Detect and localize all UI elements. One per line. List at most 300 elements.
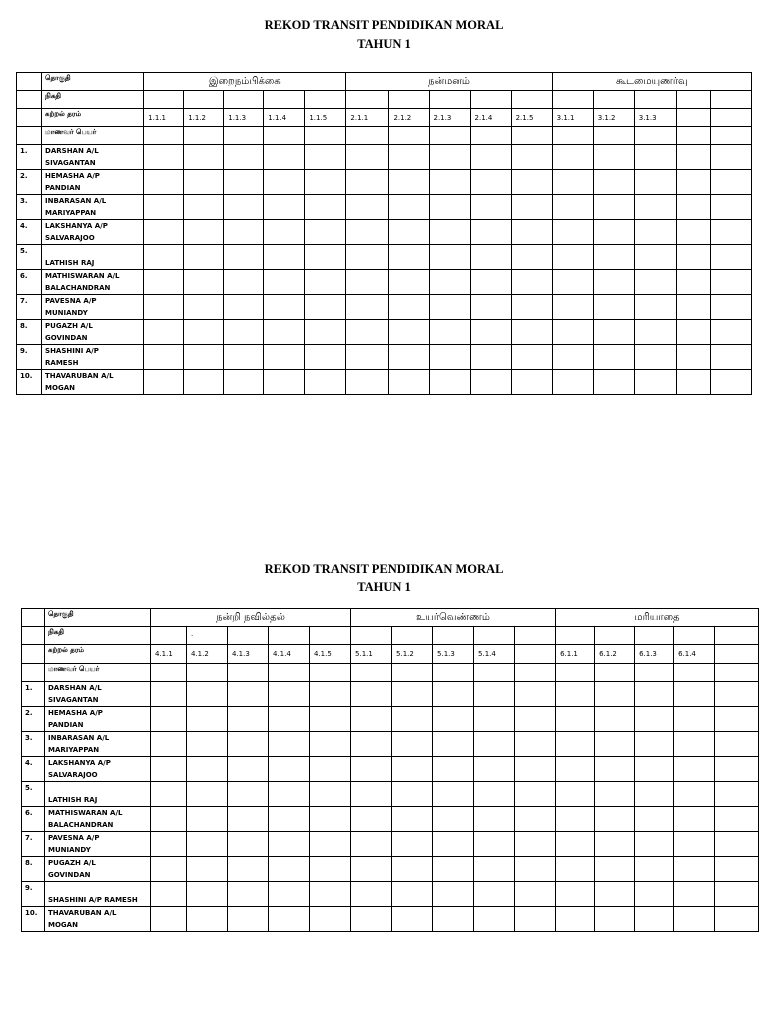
mark-cell[interactable] <box>593 270 634 295</box>
mark-cell[interactable] <box>556 907 595 932</box>
mark-cell[interactable] <box>228 832 269 857</box>
mark-cell[interactable] <box>224 195 264 220</box>
mark-cell[interactable] <box>269 882 310 907</box>
mark-cell[interactable] <box>429 370 470 395</box>
mark-cell[interactable] <box>184 295 224 320</box>
mark-cell[interactable] <box>474 882 515 907</box>
mark-cell[interactable] <box>392 782 433 807</box>
mark-cell[interactable] <box>228 757 269 782</box>
mark-cell[interactable] <box>310 882 351 907</box>
mark-cell[interactable] <box>224 220 264 245</box>
mark-cell[interactable] <box>269 782 310 807</box>
mark-cell[interactable] <box>305 145 346 170</box>
mark-cell[interactable] <box>676 320 710 345</box>
mark-cell[interactable] <box>305 270 346 295</box>
mark-cell[interactable] <box>228 682 269 707</box>
mark-cell[interactable] <box>429 245 470 270</box>
mark-cell[interactable] <box>674 882 715 907</box>
mark-cell[interactable] <box>151 682 187 707</box>
mark-cell[interactable] <box>715 857 759 882</box>
mark-cell[interactable] <box>433 857 474 882</box>
mark-cell[interactable] <box>389 270 429 295</box>
mark-cell[interactable] <box>593 345 634 370</box>
mark-cell[interactable] <box>305 245 346 270</box>
mark-cell[interactable] <box>474 857 515 882</box>
mark-cell[interactable] <box>515 807 556 832</box>
mark-cell[interactable] <box>144 295 184 320</box>
mark-cell[interactable] <box>715 682 759 707</box>
mark-cell[interactable] <box>593 370 634 395</box>
mark-cell[interactable] <box>470 320 511 345</box>
mark-cell[interactable] <box>264 245 305 270</box>
mark-cell[interactable] <box>433 907 474 932</box>
mark-cell[interactable] <box>224 345 264 370</box>
mark-cell[interactable] <box>676 370 710 395</box>
mark-cell[interactable] <box>310 732 351 757</box>
mark-cell[interactable] <box>269 757 310 782</box>
mark-cell[interactable] <box>715 807 759 832</box>
mark-cell[interactable] <box>392 907 433 932</box>
mark-cell[interactable] <box>556 782 595 807</box>
mark-cell[interactable] <box>710 320 751 345</box>
mark-cell[interactable] <box>144 345 184 370</box>
mark-cell[interactable] <box>556 732 595 757</box>
mark-cell[interactable] <box>187 807 228 832</box>
mark-cell[interactable] <box>184 245 224 270</box>
mark-cell[interactable] <box>593 220 634 245</box>
mark-cell[interactable] <box>515 732 556 757</box>
mark-cell[interactable] <box>305 295 346 320</box>
mark-cell[interactable] <box>187 882 228 907</box>
mark-cell[interactable] <box>552 320 593 345</box>
mark-cell[interactable] <box>710 195 751 220</box>
mark-cell[interactable] <box>635 757 674 782</box>
mark-cell[interactable] <box>433 682 474 707</box>
mark-cell[interactable] <box>593 195 634 220</box>
mark-cell[interactable] <box>184 345 224 370</box>
mark-cell[interactable] <box>674 782 715 807</box>
mark-cell[interactable] <box>184 220 224 245</box>
mark-cell[interactable] <box>635 707 674 732</box>
mark-cell[interactable] <box>474 682 515 707</box>
mark-cell[interactable] <box>389 195 429 220</box>
mark-cell[interactable] <box>346 195 389 220</box>
mark-cell[interactable] <box>264 295 305 320</box>
mark-cell[interactable] <box>187 857 228 882</box>
mark-cell[interactable] <box>346 370 389 395</box>
mark-cell[interactable] <box>351 857 392 882</box>
mark-cell[interactable] <box>593 295 634 320</box>
mark-cell[interactable] <box>515 882 556 907</box>
mark-cell[interactable] <box>634 220 676 245</box>
mark-cell[interactable] <box>515 857 556 882</box>
mark-cell[interactable] <box>593 320 634 345</box>
mark-cell[interactable] <box>184 170 224 195</box>
mark-cell[interactable] <box>710 270 751 295</box>
mark-cell[interactable] <box>635 907 674 932</box>
mark-cell[interactable] <box>429 145 470 170</box>
mark-cell[interactable] <box>264 170 305 195</box>
mark-cell[interactable] <box>269 907 310 932</box>
mark-cell[interactable] <box>676 145 710 170</box>
mark-cell[interactable] <box>228 882 269 907</box>
mark-cell[interactable] <box>187 782 228 807</box>
mark-cell[interactable] <box>305 370 346 395</box>
mark-cell[interactable] <box>310 682 351 707</box>
mark-cell[interactable] <box>474 707 515 732</box>
mark-cell[interactable] <box>389 345 429 370</box>
mark-cell[interactable] <box>634 170 676 195</box>
mark-cell[interactable] <box>224 370 264 395</box>
mark-cell[interactable] <box>634 145 676 170</box>
mark-cell[interactable] <box>187 907 228 932</box>
mark-cell[interactable] <box>515 682 556 707</box>
mark-cell[interactable] <box>151 857 187 882</box>
mark-cell[interactable] <box>552 195 593 220</box>
mark-cell[interactable] <box>474 832 515 857</box>
mark-cell[interactable] <box>470 270 511 295</box>
mark-cell[interactable] <box>511 245 552 270</box>
mark-cell[interactable] <box>429 170 470 195</box>
mark-cell[interactable] <box>552 145 593 170</box>
mark-cell[interactable] <box>429 295 470 320</box>
mark-cell[interactable] <box>474 782 515 807</box>
mark-cell[interactable] <box>515 782 556 807</box>
mark-cell[interactable] <box>224 245 264 270</box>
mark-cell[interactable] <box>634 195 676 220</box>
mark-cell[interactable] <box>474 807 515 832</box>
mark-cell[interactable] <box>433 782 474 807</box>
mark-cell[interactable] <box>264 270 305 295</box>
mark-cell[interactable] <box>187 682 228 707</box>
mark-cell[interactable] <box>556 682 595 707</box>
mark-cell[interactable] <box>351 757 392 782</box>
mark-cell[interactable] <box>715 707 759 732</box>
mark-cell[interactable] <box>151 807 187 832</box>
mark-cell[interactable] <box>635 857 674 882</box>
mark-cell[interactable] <box>552 270 593 295</box>
mark-cell[interactable] <box>710 295 751 320</box>
mark-cell[interactable] <box>269 732 310 757</box>
mark-cell[interactable] <box>392 857 433 882</box>
mark-cell[interactable] <box>184 270 224 295</box>
mark-cell[interactable] <box>305 170 346 195</box>
mark-cell[interactable] <box>474 907 515 932</box>
mark-cell[interactable] <box>511 295 552 320</box>
mark-cell[interactable] <box>674 682 715 707</box>
mark-cell[interactable] <box>715 757 759 782</box>
mark-cell[interactable] <box>310 857 351 882</box>
mark-cell[interactable] <box>674 907 715 932</box>
mark-cell[interactable] <box>593 245 634 270</box>
mark-cell[interactable] <box>351 907 392 932</box>
mark-cell[interactable] <box>389 145 429 170</box>
mark-cell[interactable] <box>635 782 674 807</box>
mark-cell[interactable] <box>511 345 552 370</box>
mark-cell[interactable] <box>187 707 228 732</box>
mark-cell[interactable] <box>634 320 676 345</box>
mark-cell[interactable] <box>595 757 635 782</box>
mark-cell[interactable] <box>674 807 715 832</box>
mark-cell[interactable] <box>715 782 759 807</box>
mark-cell[interactable] <box>310 757 351 782</box>
mark-cell[interactable] <box>676 270 710 295</box>
mark-cell[interactable] <box>433 832 474 857</box>
mark-cell[interactable] <box>144 195 184 220</box>
mark-cell[interactable] <box>710 145 751 170</box>
mark-cell[interactable] <box>346 295 389 320</box>
mark-cell[interactable] <box>310 832 351 857</box>
mark-cell[interactable] <box>151 832 187 857</box>
mark-cell[interactable] <box>634 370 676 395</box>
mark-cell[interactable] <box>470 220 511 245</box>
mark-cell[interactable] <box>389 370 429 395</box>
mark-cell[interactable] <box>715 907 759 932</box>
mark-cell[interactable] <box>184 370 224 395</box>
mark-cell[interactable] <box>187 832 228 857</box>
mark-cell[interactable] <box>676 345 710 370</box>
mark-cell[interactable] <box>635 882 674 907</box>
mark-cell[interactable] <box>710 370 751 395</box>
mark-cell[interactable] <box>228 907 269 932</box>
mark-cell[interactable] <box>552 345 593 370</box>
mark-cell[interactable] <box>433 807 474 832</box>
mark-cell[interactable] <box>269 832 310 857</box>
mark-cell[interactable] <box>515 832 556 857</box>
mark-cell[interactable] <box>346 220 389 245</box>
mark-cell[interactable] <box>224 270 264 295</box>
mark-cell[interactable] <box>144 170 184 195</box>
mark-cell[interactable] <box>674 707 715 732</box>
mark-cell[interactable] <box>556 757 595 782</box>
mark-cell[interactable] <box>552 295 593 320</box>
mark-cell[interactable] <box>710 245 751 270</box>
mark-cell[interactable] <box>144 220 184 245</box>
mark-cell[interactable] <box>595 882 635 907</box>
mark-cell[interactable] <box>269 707 310 732</box>
mark-cell[interactable] <box>429 195 470 220</box>
mark-cell[interactable] <box>228 732 269 757</box>
mark-cell[interactable] <box>470 170 511 195</box>
mark-cell[interactable] <box>346 320 389 345</box>
mark-cell[interactable] <box>710 220 751 245</box>
mark-cell[interactable] <box>392 732 433 757</box>
mark-cell[interactable] <box>433 882 474 907</box>
mark-cell[interactable] <box>389 170 429 195</box>
mark-cell[interactable] <box>511 220 552 245</box>
mark-cell[interactable] <box>228 857 269 882</box>
mark-cell[interactable] <box>511 270 552 295</box>
mark-cell[interactable] <box>429 320 470 345</box>
mark-cell[interactable] <box>634 270 676 295</box>
mark-cell[interactable] <box>228 782 269 807</box>
mark-cell[interactable] <box>351 682 392 707</box>
mark-cell[interactable] <box>144 370 184 395</box>
mark-cell[interactable] <box>470 345 511 370</box>
mark-cell[interactable] <box>389 245 429 270</box>
mark-cell[interactable] <box>264 220 305 245</box>
mark-cell[interactable] <box>224 295 264 320</box>
mark-cell[interactable] <box>474 757 515 782</box>
mark-cell[interactable] <box>269 857 310 882</box>
mark-cell[interactable] <box>556 807 595 832</box>
mark-cell[interactable] <box>676 170 710 195</box>
mark-cell[interactable] <box>715 832 759 857</box>
mark-cell[interactable] <box>433 757 474 782</box>
mark-cell[interactable] <box>511 370 552 395</box>
mark-cell[interactable] <box>346 270 389 295</box>
mark-cell[interactable] <box>184 320 224 345</box>
mark-cell[interactable] <box>310 907 351 932</box>
mark-cell[interactable] <box>151 882 187 907</box>
mark-cell[interactable] <box>595 732 635 757</box>
mark-cell[interactable] <box>392 757 433 782</box>
mark-cell[interactable] <box>305 195 346 220</box>
mark-cell[interactable] <box>310 707 351 732</box>
mark-cell[interactable] <box>351 882 392 907</box>
mark-cell[interactable] <box>552 220 593 245</box>
mark-cell[interactable] <box>635 807 674 832</box>
mark-cell[interactable] <box>351 707 392 732</box>
mark-cell[interactable] <box>674 757 715 782</box>
mark-cell[interactable] <box>392 807 433 832</box>
mark-cell[interactable] <box>552 170 593 195</box>
mark-cell[interactable] <box>389 295 429 320</box>
mark-cell[interactable] <box>595 857 635 882</box>
mark-cell[interactable] <box>389 220 429 245</box>
mark-cell[interactable] <box>144 320 184 345</box>
mark-cell[interactable] <box>715 732 759 757</box>
mark-cell[interactable] <box>470 295 511 320</box>
mark-cell[interactable] <box>151 782 187 807</box>
mark-cell[interactable] <box>715 882 759 907</box>
mark-cell[interactable] <box>676 195 710 220</box>
mark-cell[interactable] <box>511 320 552 345</box>
mark-cell[interactable] <box>351 807 392 832</box>
mark-cell[interactable] <box>264 345 305 370</box>
mark-cell[interactable] <box>228 707 269 732</box>
mark-cell[interactable] <box>351 832 392 857</box>
mark-cell[interactable] <box>556 882 595 907</box>
mark-cell[interactable] <box>470 370 511 395</box>
mark-cell[interactable] <box>269 682 310 707</box>
mark-cell[interactable] <box>710 345 751 370</box>
mark-cell[interactable] <box>151 707 187 732</box>
mark-cell[interactable] <box>593 145 634 170</box>
mark-cell[interactable] <box>634 295 676 320</box>
mark-cell[interactable] <box>264 145 305 170</box>
mark-cell[interactable] <box>515 707 556 732</box>
mark-cell[interactable] <box>224 145 264 170</box>
mark-cell[interactable] <box>515 757 556 782</box>
mark-cell[interactable] <box>224 170 264 195</box>
mark-cell[interactable] <box>389 320 429 345</box>
mark-cell[interactable] <box>595 782 635 807</box>
mark-cell[interactable] <box>392 707 433 732</box>
mark-cell[interactable] <box>187 732 228 757</box>
mark-cell[interactable] <box>144 270 184 295</box>
mark-cell[interactable] <box>305 345 346 370</box>
mark-cell[interactable] <box>593 170 634 195</box>
mark-cell[interactable] <box>310 807 351 832</box>
mark-cell[interactable] <box>470 195 511 220</box>
mark-cell[interactable] <box>433 732 474 757</box>
mark-cell[interactable] <box>556 857 595 882</box>
mark-cell[interactable] <box>187 757 228 782</box>
mark-cell[interactable] <box>310 782 351 807</box>
mark-cell[interactable] <box>264 320 305 345</box>
mark-cell[interactable] <box>556 832 595 857</box>
mark-cell[interactable] <box>264 370 305 395</box>
mark-cell[interactable] <box>392 882 433 907</box>
mark-cell[interactable] <box>144 245 184 270</box>
mark-cell[interactable] <box>305 220 346 245</box>
mark-cell[interactable] <box>552 370 593 395</box>
mark-cell[interactable] <box>552 245 593 270</box>
mark-cell[interactable] <box>151 732 187 757</box>
mark-cell[interactable] <box>305 320 346 345</box>
mark-cell[interactable] <box>595 832 635 857</box>
mark-cell[interactable] <box>351 782 392 807</box>
mark-cell[interactable] <box>151 757 187 782</box>
mark-cell[interactable] <box>433 707 474 732</box>
mark-cell[interactable] <box>228 807 269 832</box>
mark-cell[interactable] <box>474 732 515 757</box>
mark-cell[interactable] <box>470 145 511 170</box>
mark-cell[interactable] <box>511 195 552 220</box>
mark-cell[interactable] <box>392 832 433 857</box>
mark-cell[interactable] <box>674 732 715 757</box>
mark-cell[interactable] <box>676 295 710 320</box>
mark-cell[interactable] <box>264 195 305 220</box>
mark-cell[interactable] <box>635 832 674 857</box>
mark-cell[interactable] <box>515 907 556 932</box>
mark-cell[interactable] <box>184 195 224 220</box>
mark-cell[interactable] <box>595 707 635 732</box>
mark-cell[interactable] <box>346 245 389 270</box>
mark-cell[interactable] <box>676 220 710 245</box>
mark-cell[interactable] <box>351 732 392 757</box>
mark-cell[interactable] <box>674 832 715 857</box>
mark-cell[interactable] <box>676 245 710 270</box>
mark-cell[interactable] <box>429 345 470 370</box>
mark-cell[interactable] <box>392 682 433 707</box>
mark-cell[interactable] <box>511 145 552 170</box>
mark-cell[interactable] <box>224 320 264 345</box>
mark-cell[interactable] <box>429 220 470 245</box>
mark-cell[interactable] <box>710 170 751 195</box>
mark-cell[interactable] <box>556 707 595 732</box>
mark-cell[interactable] <box>346 170 389 195</box>
mark-cell[interactable] <box>429 270 470 295</box>
mark-cell[interactable] <box>511 170 552 195</box>
mark-cell[interactable] <box>346 145 389 170</box>
mark-cell[interactable] <box>634 245 676 270</box>
mark-cell[interactable] <box>144 145 184 170</box>
mark-cell[interactable] <box>634 345 676 370</box>
mark-cell[interactable] <box>635 732 674 757</box>
mark-cell[interactable] <box>151 907 187 932</box>
mark-cell[interactable] <box>674 857 715 882</box>
mark-cell[interactable] <box>184 145 224 170</box>
mark-cell[interactable] <box>595 682 635 707</box>
mark-cell[interactable] <box>635 682 674 707</box>
mark-cell[interactable] <box>346 345 389 370</box>
mark-cell[interactable] <box>470 245 511 270</box>
mark-cell[interactable] <box>595 907 635 932</box>
mark-cell[interactable] <box>269 807 310 832</box>
mark-cell[interactable] <box>595 807 635 832</box>
